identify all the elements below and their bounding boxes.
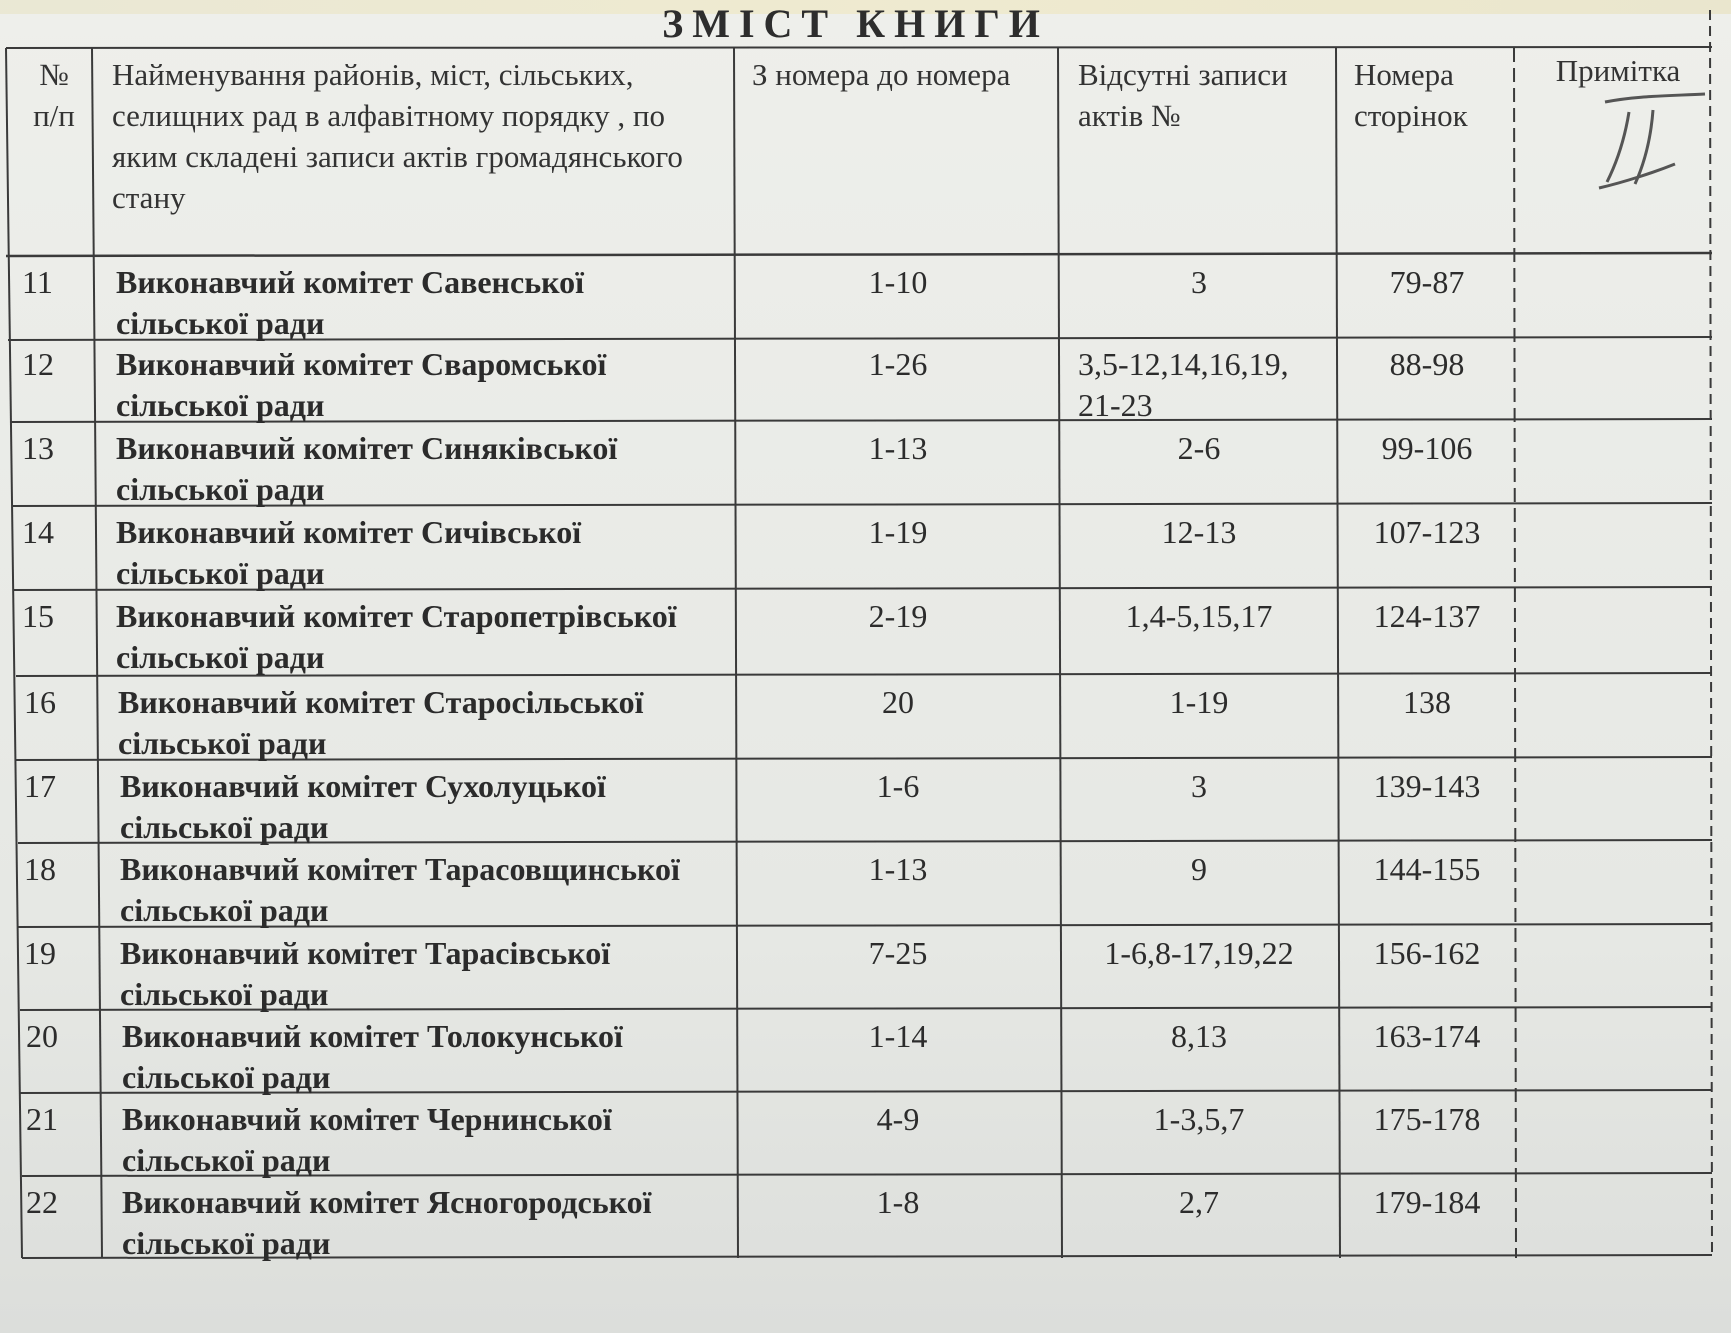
row-name-line: Виконавчий комітет Тарасівської [120, 935, 611, 971]
row-name-line: Виконавчий комітет Савенської [116, 264, 585, 300]
row-number: 14 [22, 514, 54, 550]
row-name-line: Виконавчий комітет Чернинської [122, 1101, 612, 1137]
row-range: 2-19 [868, 598, 928, 634]
row-name-line: Виконавчий комітет Тарасовщинської [120, 851, 680, 887]
row-number: 18 [24, 851, 56, 887]
header-name: Найменування районів, міст, сільських, селищних рад в алфавітному порядку , по яким складені записи актів громадянського стану [112, 57, 683, 215]
row-missing-acts: 8,13 [1171, 1018, 1227, 1054]
row-range: 1-13 [868, 851, 928, 887]
row-name-line: Виконавчий комітет Сухолуцької [120, 768, 606, 804]
row-name-line: сільської ради [116, 387, 325, 423]
row-pages: 124-137 [1373, 598, 1481, 634]
row-number: 22 [26, 1184, 58, 1220]
header-note: Примітка [1555, 53, 1681, 88]
row-name-line: сільської ради [122, 1059, 331, 1095]
row-missing-acts: 3 [1191, 264, 1207, 300]
row-missing-acts: 2,7 [1179, 1184, 1219, 1220]
row-range: 1-13 [868, 430, 928, 466]
row-name-line: Виконавчий комітет Синяківської [116, 430, 618, 466]
row-name-line: сільської ради [120, 809, 329, 845]
row-name-line: сільської ради [116, 305, 325, 341]
row-number: 16 [24, 684, 56, 720]
row-name-line: сільської ради [118, 725, 327, 761]
row-name-line: Виконавчий комітет Старопетрівської [116, 598, 677, 634]
row-number: 21 [26, 1101, 58, 1137]
row-missing-acts: 3,5-12,14,16,19, [1078, 346, 1289, 382]
row-range: 1-14 [868, 1018, 928, 1054]
row-pages: 163-174 [1373, 1018, 1481, 1054]
row-name-line: сільської ради [116, 639, 325, 675]
row-missing-acts: 1-3,5,7 [1153, 1101, 1245, 1137]
row-number: 12 [22, 346, 54, 382]
row-missing-acts: 21-23 [1078, 387, 1153, 423]
row-name-line: сільської ради [120, 976, 329, 1012]
row-name-line: сільської ради [116, 555, 325, 591]
row-range: 1-10 [868, 264, 928, 300]
row-range: 1-8 [876, 1184, 920, 1220]
row-missing-acts: 12-13 [1161, 514, 1237, 550]
handwritten-note-text: II [1635, 151, 1643, 165]
row-pages: 99-106 [1381, 430, 1473, 466]
row-range: 7-25 [868, 935, 928, 971]
row-name-line: Виконавчий комітет Старосільської [118, 684, 644, 720]
row-pages: 107-123 [1373, 514, 1481, 550]
row-number: 13 [22, 430, 54, 466]
header-missing: Відсутні записи актів № [1078, 57, 1288, 133]
row-pages: 138 [1403, 684, 1451, 720]
row-name-line: сільської ради [122, 1142, 331, 1178]
row-name-line: сільської ради [116, 471, 325, 507]
row-range: 1-26 [868, 346, 928, 382]
row-number: 20 [26, 1018, 58, 1054]
row-name-line: сільської ради [122, 1225, 331, 1261]
header-pages: Номера сторінок [1354, 57, 1468, 133]
row-pages: 175-178 [1373, 1101, 1481, 1137]
handwritten-mark [1595, 92, 1715, 202]
row-missing-acts: 1,4-5,15,17 [1125, 598, 1273, 634]
row-number: 19 [24, 935, 56, 971]
page-title-text: ЗМІСТ КНИГИ [662, 1, 1049, 46]
row-pages: 88-98 [1389, 346, 1465, 382]
row-pages: 156-162 [1373, 935, 1481, 971]
header-range: З номера до номера [752, 57, 1011, 92]
row-name-line: сільської ради [120, 892, 329, 928]
row-range: 20 [882, 684, 914, 720]
row-pages: 139-143 [1373, 768, 1481, 804]
row-name-line: Виконавчий комітет Толокунської [122, 1018, 623, 1054]
row-missing-acts: 1-6,8-17,19,22 [1104, 935, 1294, 971]
row-pages: 79-87 [1389, 264, 1465, 300]
header-number: № п/п [33, 57, 75, 133]
row-number: 17 [24, 768, 56, 804]
row-missing-acts: 3 [1191, 768, 1207, 804]
row-range: 1-6 [876, 768, 920, 804]
row-missing-acts: 1-19 [1169, 684, 1229, 720]
row-pages: 179-184 [1373, 1184, 1481, 1220]
row-number: 11 [22, 264, 53, 300]
row-missing-acts: 2-6 [1177, 430, 1221, 466]
row-pages: 144-155 [1373, 851, 1481, 887]
row-number: 15 [22, 598, 54, 634]
row-range: 1-19 [868, 514, 928, 550]
row-range: 4-9 [876, 1101, 920, 1137]
row-missing-acts: 9 [1191, 851, 1207, 887]
row-name-line: Виконавчий комітет Ясногородської [122, 1184, 652, 1220]
row-name-line: Виконавчий комітет Сваромської [116, 346, 607, 382]
row-name-line: Виконавчий комітет Сичівської [116, 514, 582, 550]
